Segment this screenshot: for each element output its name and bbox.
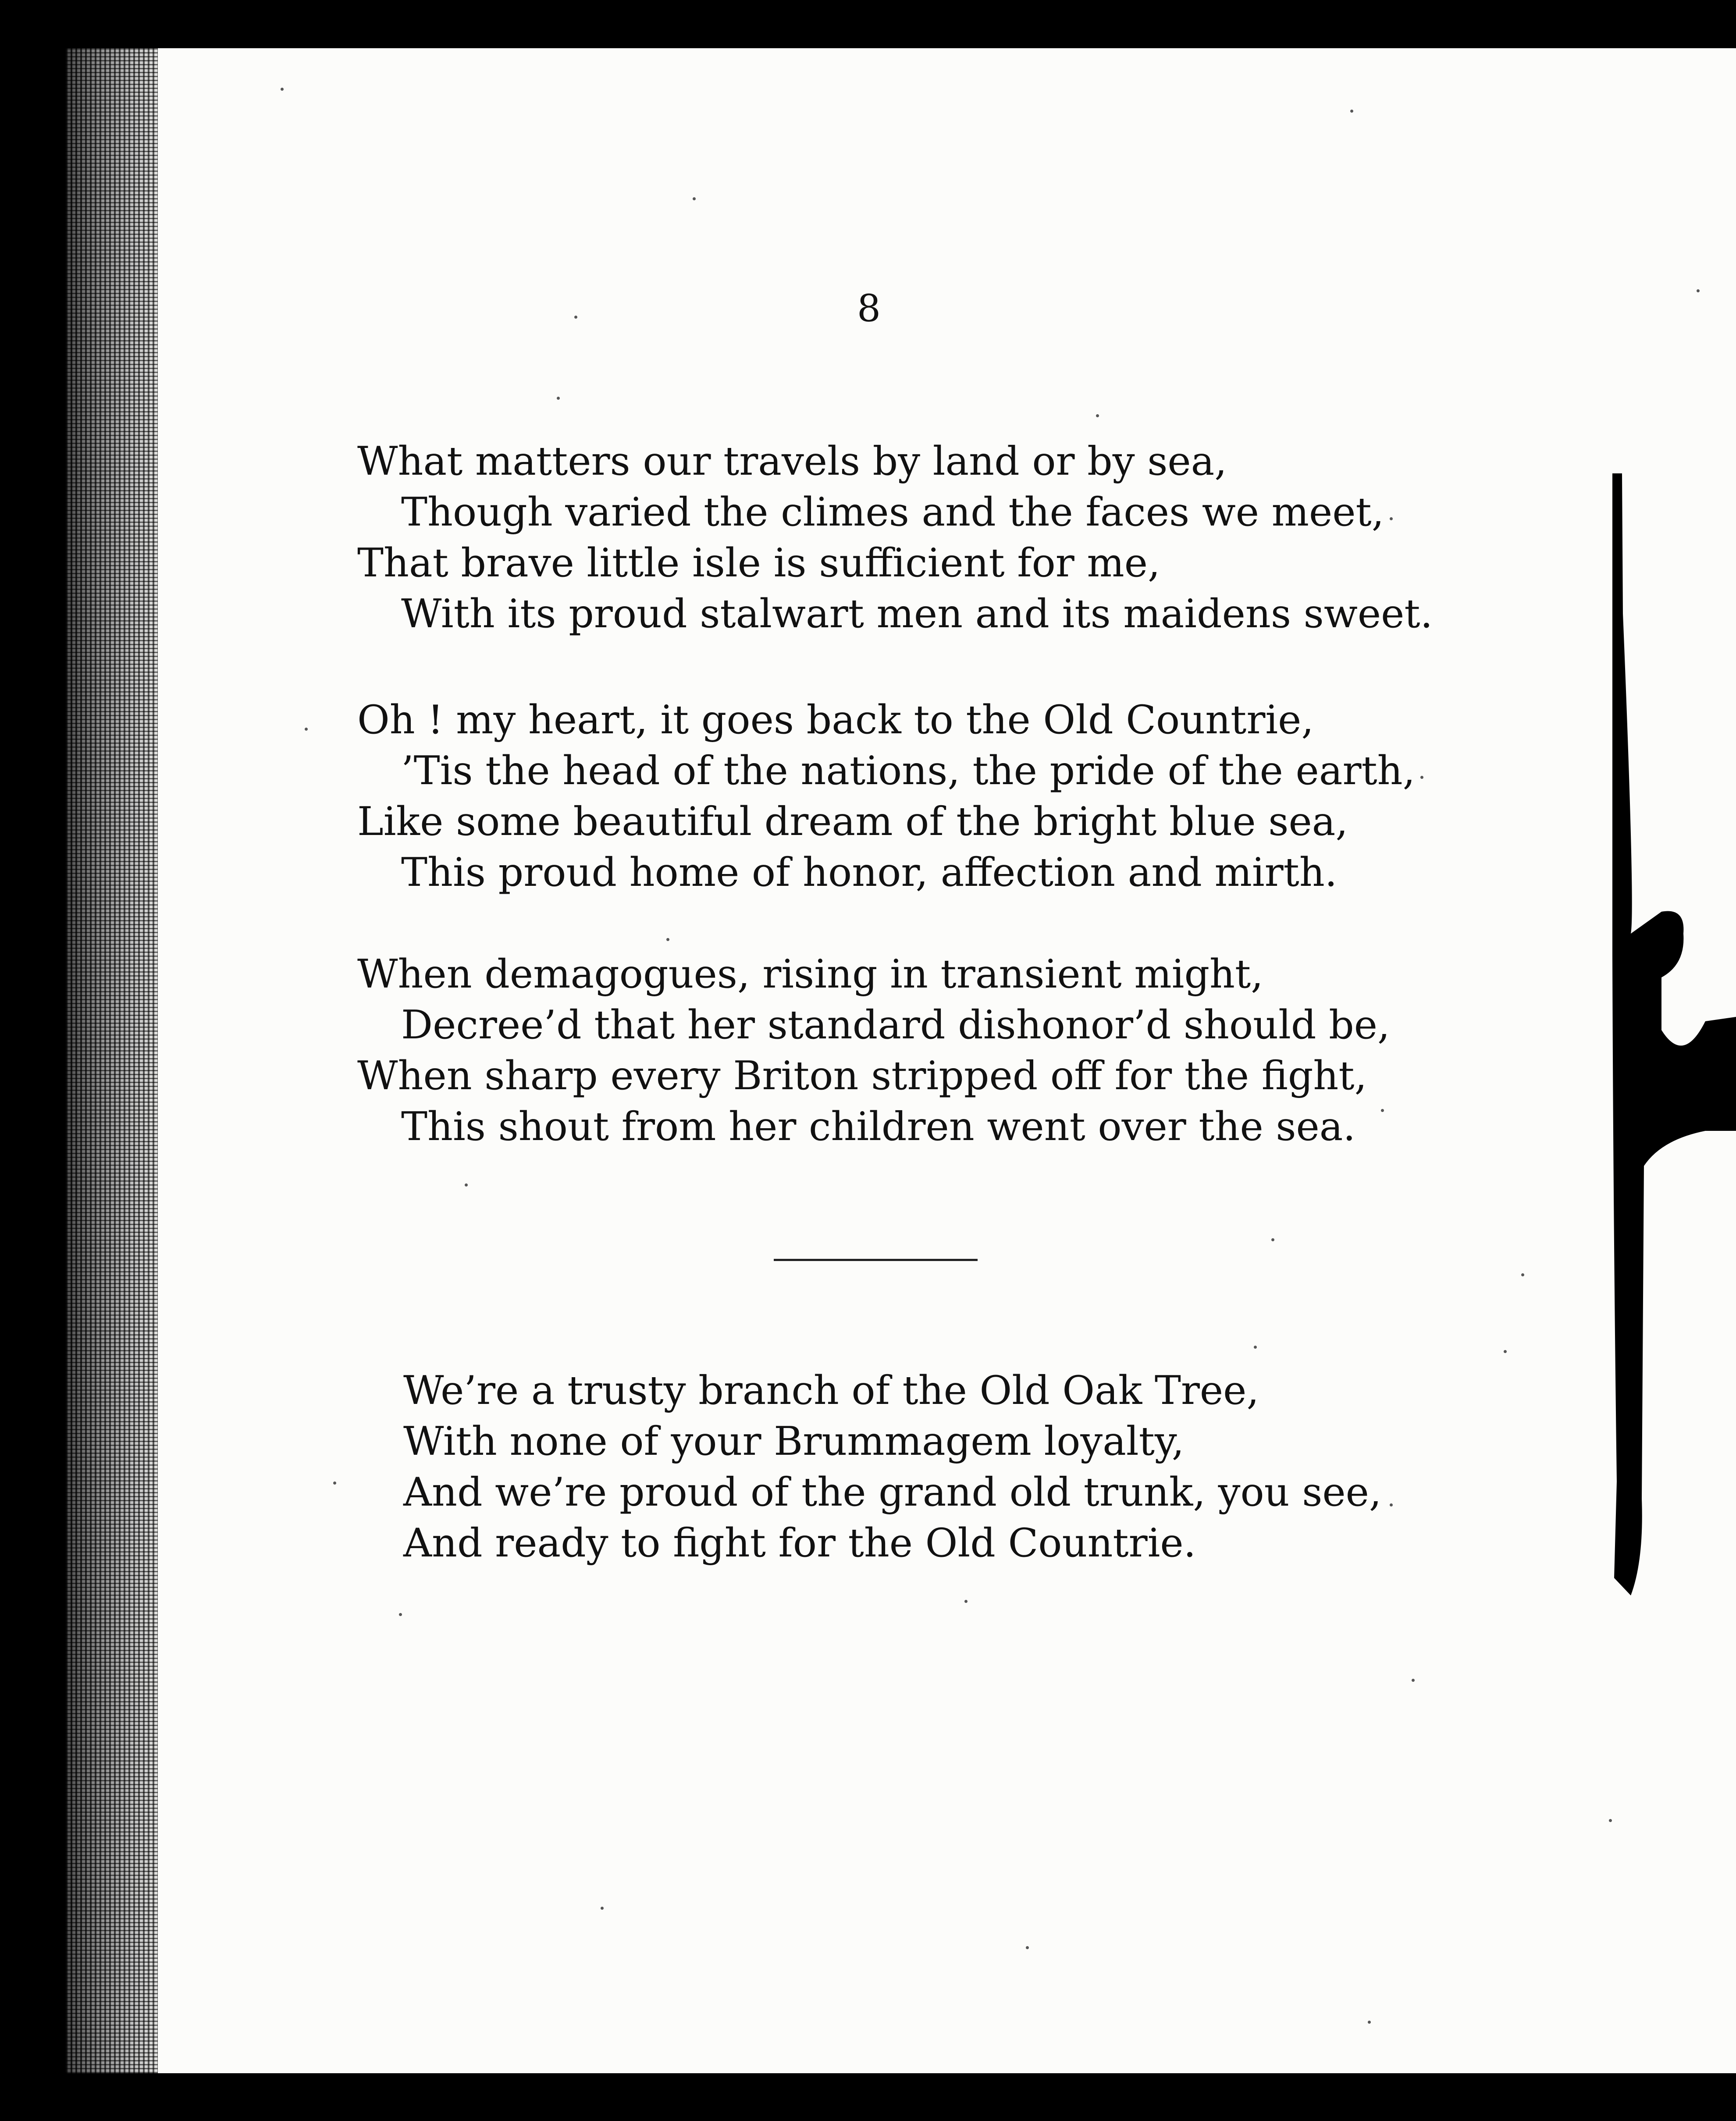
verse-line: This shout from her children went over the sea. xyxy=(401,1104,1356,1150)
verse-line: And ready to fight for the Old Countrie. xyxy=(403,1520,1196,1566)
verse-line: When demagogues, rising in transient might, xyxy=(357,951,1263,997)
verse-line: Oh ! my heart, it goes back to the Old Countrie, xyxy=(357,697,1314,743)
verse-line: Though varied the climes and the faces we meet, xyxy=(401,489,1384,535)
verse-line: When sharp every Briton stripped off for the fight, xyxy=(357,1053,1367,1099)
verse-line: ’Tis the head of the nations, the pride of the earth, xyxy=(401,748,1416,794)
verse-line: With its proud stalwart men and its maidens sweet. xyxy=(401,591,1433,637)
stanza-2 xyxy=(357,695,1415,898)
stanza-3 xyxy=(357,949,1390,1152)
verse-line: This proud home of honor, affection and mirth. xyxy=(401,849,1338,895)
section-divider-rule xyxy=(774,1259,978,1261)
page-number: 8 xyxy=(857,287,881,330)
verse-line: Like some beautiful dream of the bright blue sea, xyxy=(357,799,1348,845)
verse-line: What matters our travels by land or by sea, xyxy=(357,438,1227,484)
verse-line: And we’re proud of the grand old trunk, you see, xyxy=(403,1469,1382,1515)
verse-line: We’re a trusty branch of the Old Oak Tree, xyxy=(403,1368,1259,1414)
page-binding-edge xyxy=(66,48,158,2073)
verse-line: That brave little isle is sufficient for me, xyxy=(357,540,1160,586)
page-tab-artifact xyxy=(1596,473,1736,1595)
stanza-4 xyxy=(403,1365,1382,1569)
stanza-1 xyxy=(357,436,1433,639)
verse-line: Decree’d that her standard dishonor’d should be, xyxy=(401,1002,1390,1048)
verse-line: With none of your Brummagem loyalty, xyxy=(403,1418,1185,1464)
